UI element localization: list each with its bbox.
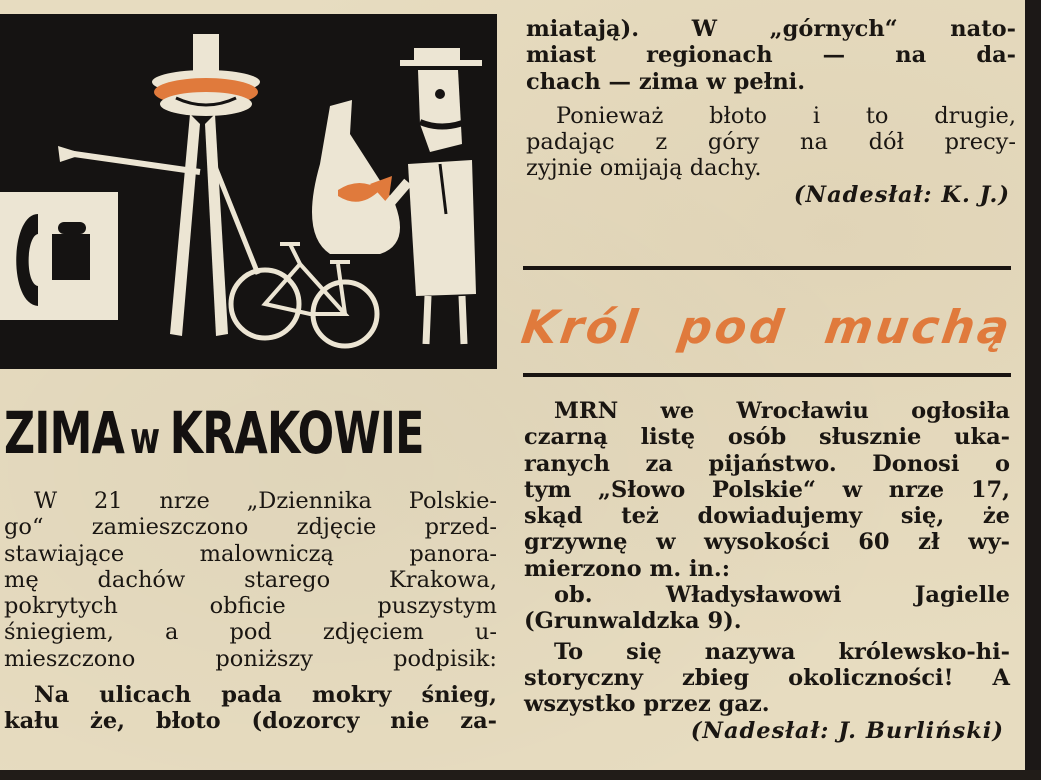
text-line: Ponieważ błoto i to drugie, (556, 102, 1016, 129)
text-line: grzywnę w wysokości 60 zł wy- (524, 529, 1010, 556)
text-line: zyjnie omijają dachy. (526, 155, 762, 182)
signature: (Nadesłał: J. Burliński) (690, 717, 1004, 744)
headline-word-3: KRAKOWIE (169, 399, 424, 467)
text-line: chach — zima w pełni. (526, 68, 806, 95)
text-line: To się nazywa królewsko-hi- (554, 638, 1010, 665)
page-edge-bottom (0, 770, 1041, 780)
section-rule-bottom (523, 373, 1011, 377)
text-line: tym „Słowo Polskie“ w nrze 17, (524, 476, 1010, 503)
text-line: mę dachów starego Krakowa, (4, 566, 497, 593)
text-line: mieszczono poniższy podpisik: (4, 645, 497, 672)
text-line: storyczny zbieg okoliczności! A (524, 664, 1010, 691)
text-line: kału że, błoto (dozorcy nie za- (4, 708, 497, 735)
text-line: (Grunwaldzka 9). (524, 608, 742, 635)
headline-word-2: w (129, 413, 160, 464)
section-title (517, 292, 1017, 362)
text-line: go“ zamieszczono zdjęcie przed- (4, 514, 497, 541)
article-body-left (4, 488, 497, 735)
section-title-word-1: Król (518, 300, 644, 354)
text-line: śniegiem, a pod zdjęciem u- (4, 619, 497, 646)
section-title-word-3: muchą (821, 300, 1016, 354)
cartoon-illustration (0, 14, 497, 369)
signature: (Nadesłał: K. J.) (793, 181, 1010, 208)
section-title-word-2: pod (675, 300, 790, 354)
text-line: miatają). W „górnych“ nato- (526, 16, 1016, 42)
text-line: ranych za pijaństwo. Donosi o (524, 450, 1010, 477)
headline-word-1: ZIMA (4, 399, 125, 467)
text-line: skąd też dowiadujemy się, że (524, 503, 1010, 530)
text-line: mierzono m. in.: (524, 555, 731, 582)
text-line: miast regionach — na da- (526, 42, 1016, 69)
text-line: pokrytych obficie puszystym (4, 593, 497, 620)
text-line: stawiające malowniczą panora- (4, 540, 497, 567)
article-continuation (526, 16, 1016, 208)
text-line: MRN we Wrocławiu ogłosiła (554, 398, 1010, 424)
text-line: W 21 nrze „Dziennika Polskie- (34, 488, 497, 514)
text-line: ob. Władysławowi Jagielle (554, 582, 1010, 609)
text-line: wszystko przez gaz. (524, 691, 770, 718)
section-rule-top (523, 266, 1011, 270)
text-line: Na ulicach pada mokry śnieg, (34, 682, 497, 709)
text-line: padając z góry na dół precy- (526, 129, 1016, 156)
cartoon-drawing (0, 14, 497, 369)
text-line: czarną listę osób słusznie uka- (524, 424, 1010, 451)
headline (4, 398, 424, 468)
page-edge-right (1025, 0, 1041, 780)
article-body-right (524, 398, 1010, 744)
